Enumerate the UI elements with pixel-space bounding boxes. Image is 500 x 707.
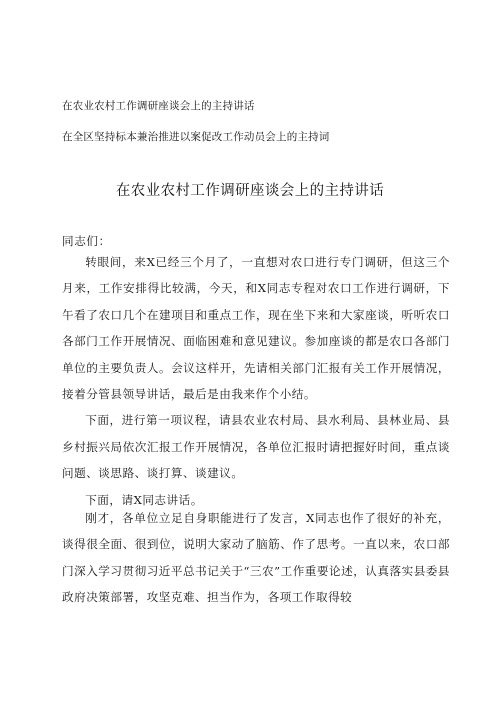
body-paragraph-3: 下面，请X同志讲话。 — [85, 492, 203, 507]
body-paragraph-1: 转眼间，来X已经三个月了，一直想对农口进行专门调研，但这三个月来，工作安排得比较满，今天，和X同志专程对农口工作进行调研，下午看了农口几个在建项目和重点工作，现在坐下来和大家座谈，听听农口各部门工作开展情况、面临困难和意见建议。参加座谈的都是农口各部门单位的主要负责人。会议这样开，先请相关部门汇报有关工作开展情况，接着分管县领导讲话，最后是由我来作个小结。 — [62, 255, 450, 402]
document-title: 在农业农村工作调研座谈会上的主持讲话 — [115, 183, 385, 199]
toc-entry-1: 在农业农村工作调研座谈会上的主持讲话 — [62, 100, 255, 112]
body-paragraph-4: 刚才，各单位立足自身职能进行了发言，X同志也作了很好的补充，谈得很全面、很到位，说明大家动了脑筋、作了思考。一直以来，农口部门深入学习贯彻习近平总书记关于“三农”工作重要论述，认真落实县委县政府决策部署，攻坚克难、担当作为，各项工作取得较 — [62, 511, 450, 605]
body-block-1 — [62, 249, 450, 513]
body-paragraph-2: 下面，进行第一项议程，请县农业农村局、县水利局、县林业局、县乡村振兴局依次汇报工作开展情况，各单位汇报时请把握好时间，重点谈问题、谈思路、谈打算、谈建议。 — [62, 413, 450, 481]
body-block-2 — [62, 505, 450, 611]
toc-entry-2: 在全区坚持标本兼治推进以案促改工作动员会上的主持词 — [62, 131, 330, 143]
salutation: 同志们： — [62, 234, 111, 248]
